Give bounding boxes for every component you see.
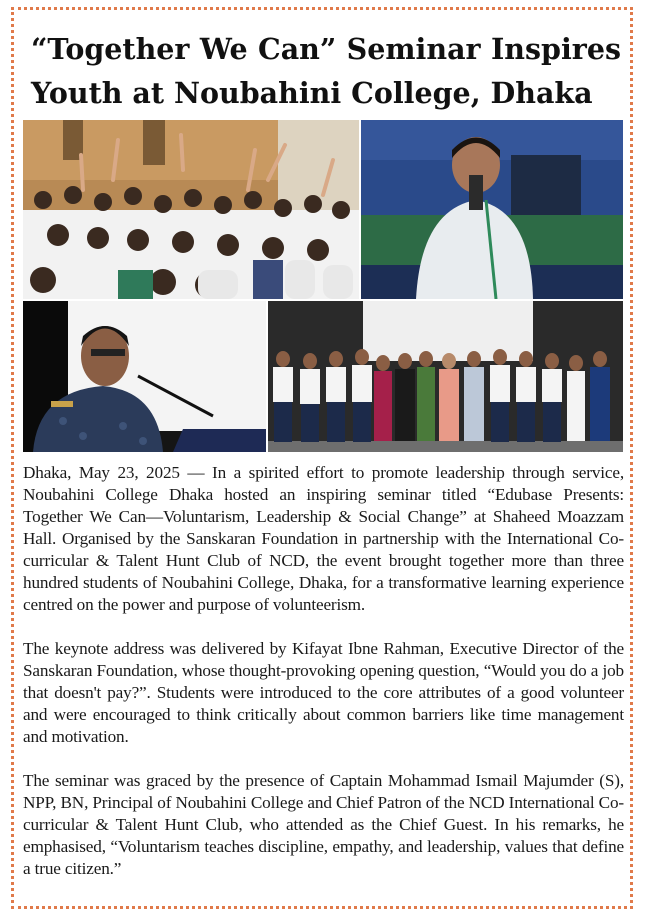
paragraph: Dhaka, May 23, 2025 — In a spirited effort to promote leadership through service, Noubahini College Dhaka hosted an inspiring seminar titled “Edubase Presents: Together We Can—Voluntarism, Leadership & Social Change” at Shaheed Moazzam Hall. Organised by the Sanskaran Foundation in partnership with the International Co-curricular & Talent Hunt Club of NCD, the event brought together more than three hundred students of Noubahini College, Dhaka, for a transformative learning experience centred on the power and purpose of volunteerism. bbox=[23, 463, 624, 614]
audience-photo bbox=[23, 120, 359, 299]
group-photo bbox=[268, 301, 623, 452]
paragraph: The seminar was graced by the presence of Captain Mohammad Ismail Majumder (S), NPP, BN, Principal of Noubahini College and Chief Patron of the NCD International Co-curricular & Talent Hunt Club, who attended as the Chief Guest. In his remarks, he emphasised, “Voluntarism teaches discipline, empathy, and leadership, values that define a true citizen.” bbox=[23, 771, 624, 878]
article-title: “Together We Can” Seminar Inspires Youth at Noubahini College, Dhaka bbox=[31, 32, 621, 110]
article-body bbox=[23, 462, 624, 902]
speaker-photo bbox=[361, 120, 623, 299]
chief-guest-photo bbox=[23, 301, 266, 452]
paragraph: The keynote address was delivered by Kifayat Ibne Rahman, Executive Director of the Sanskaran Foundation, whose thought-provoking opening question, “Would you do a job that doesn't pay?”. Students were introduced to the core attributes of a good volunteer and were encouraged to think critically about common barriers like time management and motivation. bbox=[23, 639, 624, 746]
